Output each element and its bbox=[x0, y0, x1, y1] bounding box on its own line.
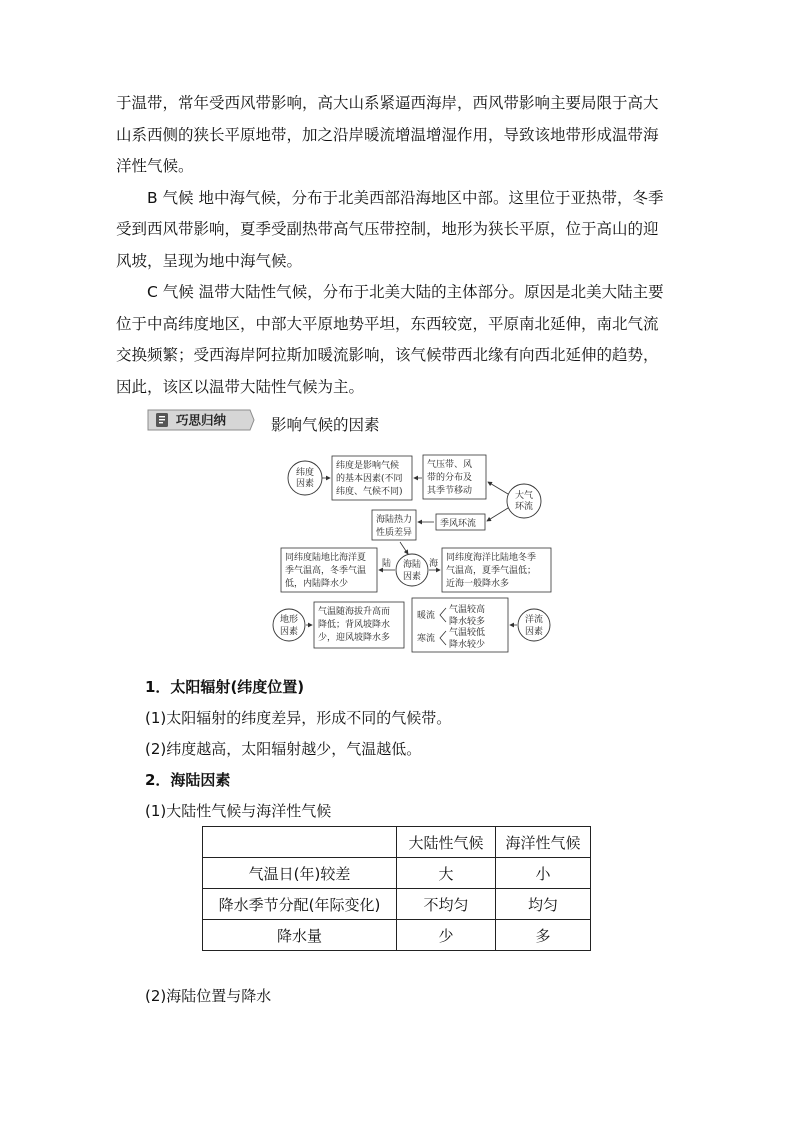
paragraph-a-line: 山系西侧的狭长平原地带，加之沿岸暖流增温增湿作用，导致该地带形成温带海 bbox=[116, 125, 659, 144]
paragraph-c-line: 因此，该区以温带大陆性气候为主。 bbox=[116, 377, 365, 396]
terrain-effect-box bbox=[314, 602, 404, 648]
table-cell: 大 bbox=[397, 858, 496, 889]
table-row bbox=[203, 858, 591, 889]
svg-text:因素: 因素 bbox=[279, 627, 299, 637]
svg-text:大气: 大气 bbox=[514, 491, 534, 501]
pressure-belt-box bbox=[423, 455, 486, 499]
paragraph-c-line: 交换频繁；受西海岸阿拉斯加暖流影响，该气候带西北缘有向西北延伸的趋势， bbox=[116, 346, 659, 364]
svg-text:降低；背风坡降水: 降低；背风坡降水 bbox=[318, 620, 391, 630]
land-effect-box bbox=[281, 548, 377, 592]
list-item: (1)太阳辐射的纬度差异，形成不同的气候带。 bbox=[145, 709, 452, 727]
section-badge bbox=[146, 408, 256, 432]
svg-text:纬度: 纬度 bbox=[295, 468, 315, 478]
svg-text:同纬度海洋比陆地冬季: 同纬度海洋比陆地冬季 bbox=[446, 553, 537, 563]
svg-text:地形: 地形 bbox=[279, 615, 299, 625]
paragraph-a-line: 于温带，常年受西风带影响，高大山系紧逼西海岸，西风带影响主要局限于高大 bbox=[116, 94, 659, 112]
svg-text:降水较少: 降水较少 bbox=[449, 640, 486, 650]
paragraph-c-line: C 气候 温带大陆性气候，分布于北美大陆的主体部分。原因是北美大陆主要 bbox=[147, 283, 664, 301]
ocean-current-effect-box bbox=[412, 598, 508, 652]
section-badge-label: 巧思归纳 bbox=[176, 412, 227, 428]
svg-text:寒流: 寒流 bbox=[417, 634, 436, 644]
paragraph-b-line: B 气候 地中海气候，分布于北美西部沿海地区中部。这里位于亚热带，冬季 bbox=[147, 188, 664, 207]
table-header-cell: 海洋性气候 bbox=[496, 827, 591, 858]
svg-text:纬度是影响气候: 纬度是影响气候 bbox=[336, 461, 400, 471]
svg-text:带的分布及: 带的分布及 bbox=[427, 473, 473, 483]
svg-text:季风环流: 季风环流 bbox=[440, 519, 477, 529]
svg-text:降水较多: 降水较多 bbox=[449, 617, 486, 627]
table-header-cell: 大陆性气候 bbox=[397, 827, 496, 858]
svg-text:的基本因素(不同: 的基本因素(不同 bbox=[336, 474, 403, 484]
climate-factors-diagram bbox=[262, 448, 562, 658]
table-header-cell bbox=[203, 827, 397, 858]
paragraph-c-line: 位于中高纬度地区，中部大平原地势平坦，东西较宽，平原南北延伸，南北气流 bbox=[116, 314, 659, 333]
section-title: 影响气候的因素 bbox=[271, 416, 380, 434]
table-cell: 小 bbox=[496, 858, 591, 889]
heading-solar-radiation: 1．太阳辐射(纬度位置) bbox=[145, 678, 305, 696]
heat-difference-box bbox=[372, 510, 416, 540]
ocean-current-factor-node bbox=[518, 609, 550, 641]
svg-text:洋流: 洋流 bbox=[524, 615, 544, 625]
svg-text:海陆: 海陆 bbox=[402, 560, 422, 570]
paragraph-b-line: 风坡，呈现为地中海气候。 bbox=[116, 251, 303, 270]
table-cell: 均匀 bbox=[496, 889, 591, 920]
paragraph-a-line: 洋性气候。 bbox=[116, 157, 194, 175]
table-cell: 气温日(年)较差 bbox=[203, 858, 397, 889]
latitude-factor-node bbox=[288, 461, 322, 495]
climate-comparison-table bbox=[202, 826, 591, 951]
terrain-factor-node bbox=[273, 609, 305, 641]
paragraph-b-line: 受到西风带影响，夏季受副热带高气压带控制，地形为狭长平原，位于高山的迎 bbox=[116, 220, 659, 238]
table-header-row bbox=[203, 827, 591, 858]
table-cell: 降水季节分配(年际变化) bbox=[203, 889, 397, 920]
table-cell: 降水量 bbox=[203, 920, 397, 951]
svg-text:同纬度陆地比海洋夏: 同纬度陆地比海洋夏 bbox=[285, 553, 367, 563]
svg-text:暖流: 暖流 bbox=[417, 611, 436, 621]
sea-effect-box bbox=[442, 548, 551, 592]
svg-text:纬度、气候不同): 纬度、气候不同) bbox=[336, 487, 403, 497]
list-item: (1)大陆性气候与海洋性气候 bbox=[145, 802, 332, 820]
svg-text:气温较高: 气温较高 bbox=[449, 605, 486, 615]
svg-text:因素: 因素 bbox=[295, 479, 315, 489]
svg-text:气温随海拔升高而: 气温随海拔升高而 bbox=[318, 607, 391, 617]
svg-text:低，内陆降水少: 低，内陆降水少 bbox=[285, 579, 349, 589]
heading-sea-land: 2．海陆因素 bbox=[145, 771, 231, 789]
list-item: (2)纬度越高，太阳辐射越少，气温越低。 bbox=[145, 740, 422, 758]
svg-text:气温高，夏季气温低；: 气温高，夏季气温低； bbox=[446, 566, 537, 576]
svg-text:少，迎风坡降水多: 少，迎风坡降水多 bbox=[318, 633, 391, 643]
svg-text:气温较低: 气温较低 bbox=[449, 628, 486, 638]
table-cell: 不均匀 bbox=[397, 889, 496, 920]
svg-text:季气温高，冬季气温: 季气温高，冬季气温 bbox=[285, 566, 367, 576]
svg-text:环流: 环流 bbox=[514, 502, 534, 512]
svg-text:性质差异: 性质差异 bbox=[376, 528, 413, 538]
svg-text:海陆热力: 海陆热力 bbox=[376, 515, 413, 525]
atmospheric-circulation-node bbox=[507, 484, 541, 518]
svg-text:其季节移动: 其季节移动 bbox=[427, 486, 473, 496]
svg-text:气压带、风: 气压带、风 bbox=[427, 460, 473, 470]
svg-text:因素: 因素 bbox=[524, 627, 544, 637]
table-row bbox=[203, 889, 591, 920]
land-label: 陆 bbox=[382, 559, 392, 569]
sea-label: 海 bbox=[429, 559, 439, 569]
svg-text:近海一般降水多: 近海一般降水多 bbox=[446, 579, 510, 589]
table-cell: 多 bbox=[496, 920, 591, 951]
sea-land-factor-node bbox=[396, 554, 428, 586]
latitude-description-box bbox=[332, 456, 412, 500]
list-item: (2)海陆位置与降水 bbox=[145, 987, 272, 1005]
monsoon-box bbox=[436, 514, 485, 530]
table-cell: 少 bbox=[397, 920, 496, 951]
svg-text:因素: 因素 bbox=[402, 572, 422, 582]
notebook-icon bbox=[156, 413, 168, 427]
table-row bbox=[203, 920, 591, 951]
